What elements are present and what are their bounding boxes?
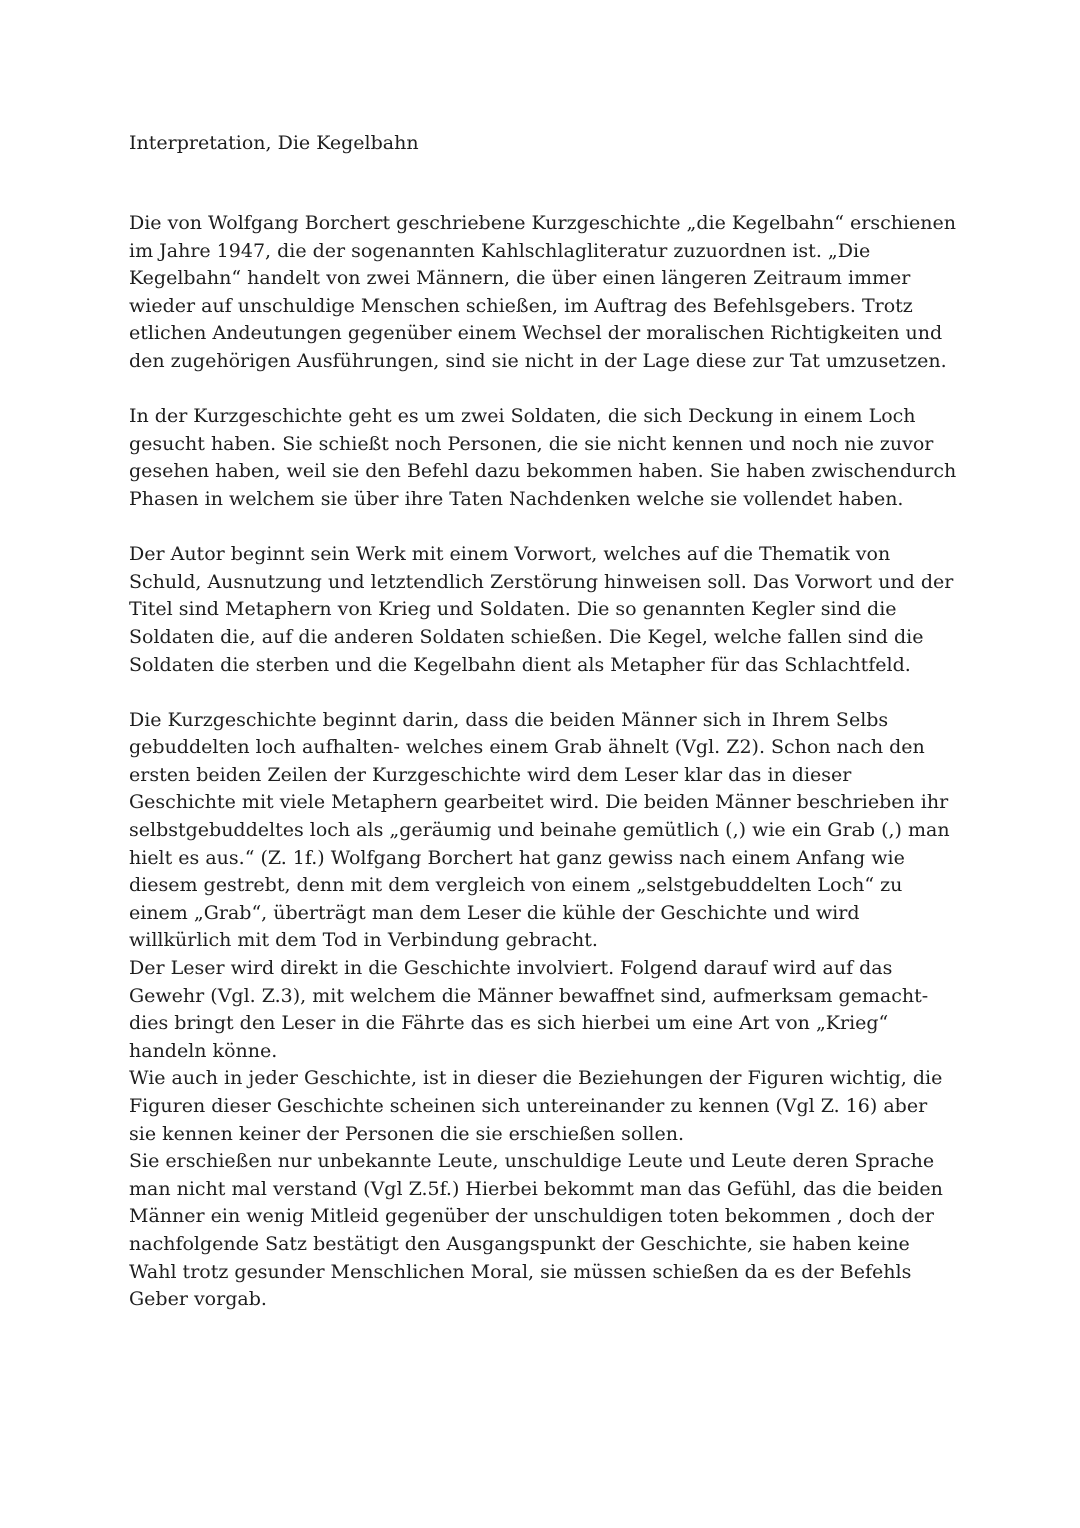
- paragraph-character-relations: Wie auch in jeder Geschichte, ist in dieser die Beziehungen der Figuren wichtig, die Figuren dieser Geschichte scheinen sich untereinander zu kennen (Vgl Z. 16) aber sie kennen keiner der Personen die sie erschießen sollen.: [129, 1067, 943, 1145]
- paragraph-foreword: Der Autor beginnt sein Werk mit einem Vorwort, welches auf die Thematik von Schuld, Ausnutzung und letztendlich Zerstörung hinweisen soll. Das Vorwort und der Titel sind Metaphern von Krieg und Soldaten. Die so genannten Kegler sind die Soldaten die, auf die anderen Soldaten schießen. Die Kegel, welche fallen sind die Soldaten die sterben und die Kegelbahn dient als Metapher für das Schlachtfeld.: [129, 543, 954, 676]
- title-spacing: [129, 158, 959, 210]
- paragraph-reader-involvement: Der Leser wird direkt in die Geschichte involviert. Folgend darauf wird auf das Gewehr (Vgl. Z.3), mit welchem die Männer bewaffnet sind, aufmerksam gemacht- dies bringt den Leser in die Fährte das es sich hierbei um eine Art von „Krieg“ handeln könne.: [129, 957, 929, 1062]
- paragraph-gap: [129, 514, 959, 542]
- paragraph-summary: In der Kurzgeschichte geht es um zwei Soldaten, die sich Deckung in einem Loch gesucht haben. Sie schießt noch Personen, die sie nicht kennen und noch nie zuvor gesehen haben, weil sie den Befehl dazu bekommen haben. Sie haben zwischendurch Phasen in welchem sie über ihre Taten Nachdenken welche sie vollendet haben.: [129, 405, 957, 510]
- paragraph-beginning: Die Kurzgeschichte beginnt darin, dass die beiden Männer sich in Ihrem Selbs gebuddelten loch aufhalten- welches einem Grab ähnelt (Vgl. Z2). Schon nach den ersten beiden Zeilen der Kurzgeschichte wird dem Leser klar das in dieser Geschichte mit viele Metaphern gearbeitet wird. Die beiden Männer beschrieben ihr selbstgebuddeltes loch als „geräumig und beinahe gemütlich (,) wie ein Grab (,) man hielt es aus.“ (Z. 1f.) Wolfgang Borchert hat ganz gewiss nach einem Anfang wie diesem gestrebt, denn mit dem vergleich von einem „selstgebuddelten Loch“ zu einem „Grab“, überträgt man dem Leser die kühle der Geschichte und wird willkürlich mit dem Tod in Verbindung gebracht.: [129, 708, 950, 952]
- paragraph-introduction: Die von Wolfgang Borchert geschriebene Kurzgeschichte „die Kegelbahn“ erschienen im Jahre 1947, die der sogenannten Kahlschlagliteratur zuzuordnen ist. „Die Kegelbahn“ handelt von zwei Männern, die über einen längeren Zeitraum immer wieder auf unschuldige Menschen schießen, im Auftrag des Befehlsgebers. Trotz etlichen Andeutungen gegenüber einem Wechsel der moralischen Richtigkeiten und den zugehörigen Ausführungen, sind sie nicht in der Lage diese zur Tat umzusetzen.: [129, 212, 956, 372]
- paragraph-gap: [129, 679, 959, 707]
- paragraph-strangers: Sie erschießen nur unbekannte Leute, unschuldige Leute und Leute deren Sprache man nicht mal verstand (Vgl Z.5f.) Hierbei bekommt man das Gefühl, das die beiden Männer ein wenig Mitleid gegenüber der unschuldigen toten bekommen , doch der nachfolgende Satz bestätigt den Ausgangspunkt der Geschichte, sie haben keine Wahl trotz gesunder Menschlichen Moral, sie müssen schießen da es der Befehls Geber vorgab.: [129, 1150, 943, 1311]
- document-title: Interpretation, Die Kegelbahn: [129, 132, 419, 154]
- document-page: [129, 128, 959, 1314]
- paragraph-gap: [129, 376, 959, 404]
